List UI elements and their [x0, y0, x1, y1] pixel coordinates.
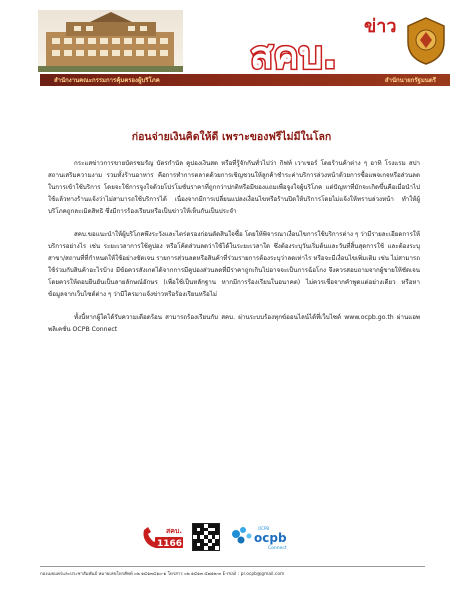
qr-code-image — [192, 523, 220, 551]
footer-logos — [140, 520, 380, 554]
ocpb-connect-logo — [228, 522, 298, 552]
paragraph: กระแสข่าวการขายบัตรชมรัญ บัตรกำนัล คูปองเงินสด หรือที่รู้จักกันทั่วไปว่า กิฟท์ เวาเชอร์ โดยร้านค้าต่าง ๆ อาทิ โรงแรม สปา สถานเสริมความงาม รวมทั้งร้านอาหาร คือการทำการตลาดด้วยการเชิญชวนให้ลูกค้าชำระค่าบริการล่วงหน้าด้วยการซื้อแพจเกจหรือส่วนลดในการเข้าใช้บริการ โดยจะใช้การจูงใจด้วยโปรโมชั่นราคาที่ถูกกว่าปกติหรือมีของแถมเพื่อจูงใจผู้บริโภค แต่ปัญหาที่มักจะเกิดขึ้นคือเมื่อนำไปใช้แล้วทางร้านแจ้งว่าไม่สามารถใช้บริการได้ เนื่องจากมีการเปลี่ยนแปลงเงื่อนไขหรือร้านปิดให้บริการโดยไม่แจ้งให้ทราบล่วงหน้า ทำให้ผู้บริโภคถูกละเมิดสิทธิ ซึ่งมีการร้องเรียนหรือเป็นข่าวให้เห็นกันเป็นประจำ — [48, 160, 420, 215]
paragraph: ทั้งนี้หากผู้ใดได้รับความเดือดร้อน สามารถร้องเรียนกับ สคบ. ผ่านระบบร้องทุกข์ออนไลน์ได้ที่เว็บไซต์ www.ocpb.go.th ผ่านแอพพลิเคชั่น OCPB Connect — [48, 314, 420, 333]
office-name: สำนักนายกรัฐมนตรี — [384, 77, 436, 84]
header-bar — [40, 74, 450, 86]
ocpb-big-label: ocpb — [254, 531, 287, 545]
article-title: ก่อนจ่ายเงินคิดให้ดี เพราะของฟรีไม่มีในโลก — [131, 131, 332, 143]
ocpb-tagline: Connect — [268, 546, 287, 551]
hotline-label: สคบ. — [166, 527, 183, 535]
footer-contact: กองเผยแพร่และประชาสัมพันธ์ หมายเลขโทรศัพท์ ๐๒ ๑๔๑๓๔๑๐-๑ โทรสาร ๐๒ ๑๔๑๓ ๔๗๑๒-๓ E-mail : pr.ocpb@gmail.com — [40, 572, 285, 577]
footer-divider — [40, 566, 425, 567]
hotline-logo — [140, 522, 184, 552]
logo-abbrev: สคบ. — [250, 33, 338, 72]
government-building-image — [38, 10, 183, 72]
logo-word: ข่าว — [364, 16, 397, 37]
hotline-number: 1166 — [157, 539, 183, 549]
ocpb-small-label: OCPB — [258, 526, 270, 531]
agency-name: สำนักงานคณะกรรมการคุ้มครองผู้บริโภค — [54, 77, 160, 84]
government-seal-icon — [404, 16, 448, 66]
header — [0, 0, 463, 95]
article-body — [48, 158, 420, 347]
news-ocpb-logo — [246, 12, 406, 72]
paragraph: สคบ.ขอแนะนำให้ผู้บริโภคพึงระวังและไตร่ตรองก่อนตัดสินใจซื้อ โดยให้พิจารณาเงื่อนไขการใช้บริการต่าง ๆ ว่ามีรายละเอียดการให้บริการอย่างไร เช่น ระยะเวลาการใช้คูปอง หรือโค้ดส่วนลดว่าใช้ได้ในระยะเวลาใด ซึ่งต้องระบุวันเริ่มต้นและวันที่สิ้นสุดการใช้ และต้องระบุสาขา/สถานที่ที่กำหนดให้ใช้อย่างชัดเจน รายการส่วนลดหรือสินค้าที่ร่วมรายการต้องระบุว่าลดเท่าไร หรือจะมีเงื่อนไขเพิ่มเติม เช่น ไม่สามารถใช้ร่วมกับสินค้าอะไรบ้าง มีข้อควรสังเกตได้จากการมีคูปองส่วนลดที่มีราคาถูกเกินไปอาจจะเป็นการฉ้อโกง จึงควรสอบถามจากผู้ขายให้ชัดเจน โดยควรให้ตอบยืนยันเป็นลายลักษณ์อักษร (เพื่อใช้เป็นหลักฐาน หากมีการร้องเรียนในอนาคต) ไม่ควรเชื่อจากคำพูดแต่อย่างเดียว หรือหาข้อมูลจากเว็บไซต์ต่าง ๆ ว่ามีใครมาแจ้งข่าวหรือร้องเรียนหรือไม่ — [48, 231, 420, 298]
